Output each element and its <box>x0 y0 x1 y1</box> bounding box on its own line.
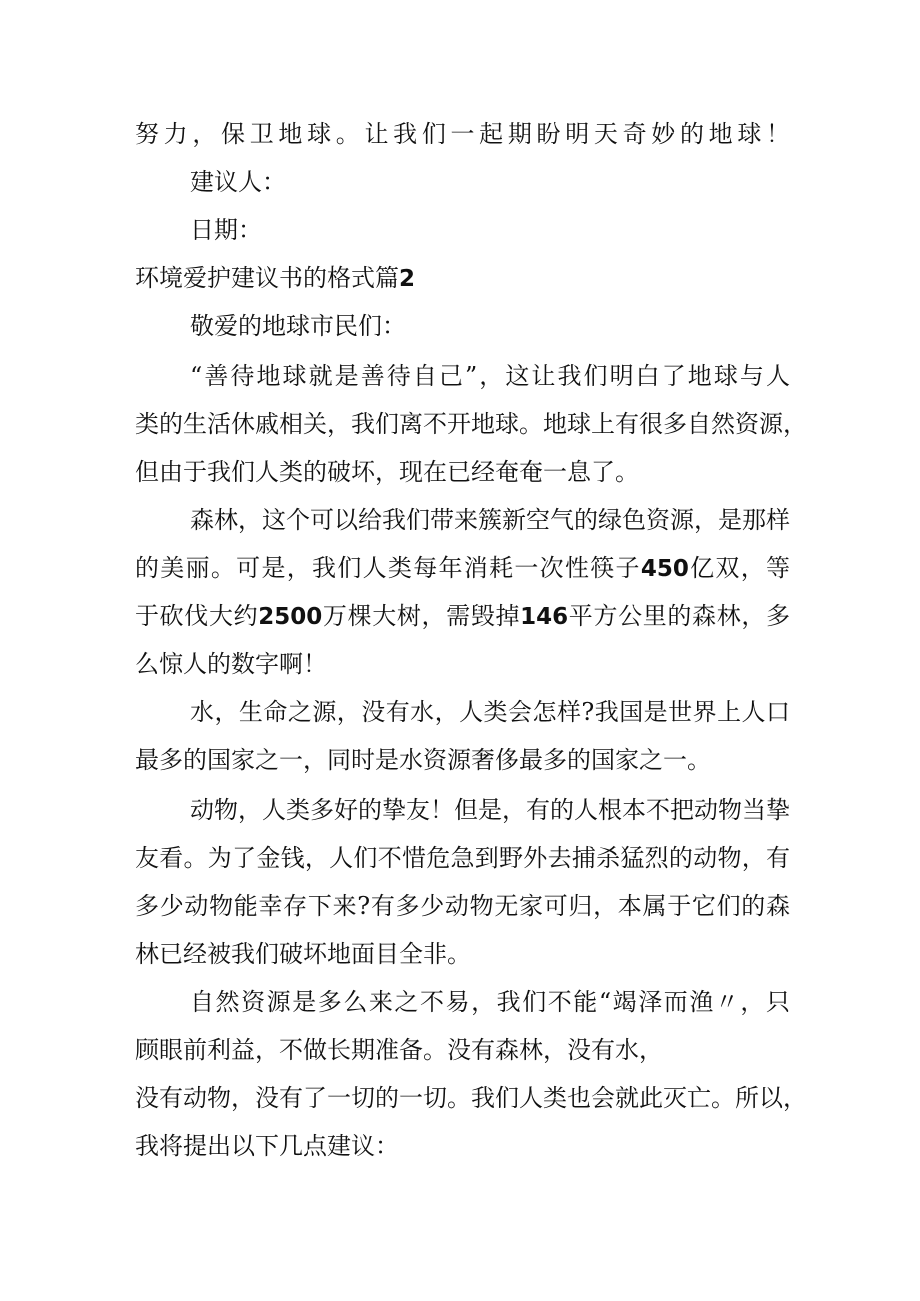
number-run: 2500 <box>258 604 323 630</box>
paragraph-line: 林已经被我们破坏地面目全非。 <box>135 940 471 968</box>
paragraph-line: 水，生命之源，没有水，人类会怎样?我国是世界上人口 <box>190 698 790 726</box>
paragraph-line: 但由于我们人类的破坏，现在已经奄奄一息了。 <box>135 458 639 486</box>
date-label: 日期： <box>190 216 262 244</box>
text-run: 万棵大树，需毁掉 <box>322 602 521 630</box>
text-run: 亿双，等 <box>688 554 791 582</box>
salutation: 敬爱的地球市民们： <box>190 312 406 340</box>
number-run: 450 <box>640 556 689 582</box>
paragraph-line: 森林，这个可以给我们带来簇新空气的绿色资源，是那样 <box>190 506 790 534</box>
paragraph-line: “善待地球就是善待自己”，这让我们明白了地球与人 <box>190 362 790 390</box>
proposer-label: 建议人： <box>190 168 286 196</box>
paragraph-line <box>135 550 790 586</box>
text-run: 的美丽。可是，我们人类每年消耗一次性筷子 <box>135 554 641 582</box>
number-run: 146 <box>520 604 569 630</box>
paragraph-line: 自然资源是多么来之不易，我们不能“竭泽而渔〃，只 <box>190 988 790 1016</box>
paragraph-line: 类的生活休戚相关，我们离不开地球。地球上有很多自然资源， <box>135 410 807 438</box>
paragraph-line: 最多的国家之一，同时是水资源奢侈最多的国家之一。 <box>135 746 711 774</box>
paragraph-line: 多少动物能幸存下来?有多少动物无家可归，本属于它们的森 <box>135 892 790 920</box>
paragraph-line: 么惊人的数字啊！ <box>135 650 327 678</box>
paragraph-line <box>135 598 790 634</box>
paragraph-line: 动物，人类多好的挚友！但是，有的人根本不把动物当挚 <box>190 796 790 824</box>
text-run: 于砍伐大约 <box>135 602 259 630</box>
paragraph-line: 没有动物，没有了一切的一切。我们人类也会就此灭亡。所以， <box>135 1084 807 1112</box>
section-heading-text: 环境爱护建议书的格式篇 <box>135 264 399 292</box>
section-heading <box>135 260 415 296</box>
section-heading-number: 2 <box>399 266 416 292</box>
paragraph-line: 我将提出以下几点建议： <box>135 1132 399 1160</box>
paragraph-line: 努力，保卫地球。让我们一起期盼明天奇妙的地球！ <box>135 120 790 148</box>
paragraph-line: 顾眼前利益，不做长期准备。没有森林，没有水， <box>135 1036 663 1064</box>
paragraph-line: 友看。为了金钱，人们不惜危急到野外去捕杀猛烈的动物，有 <box>135 844 790 872</box>
text-run: 平方公里的森林，多 <box>568 602 791 630</box>
